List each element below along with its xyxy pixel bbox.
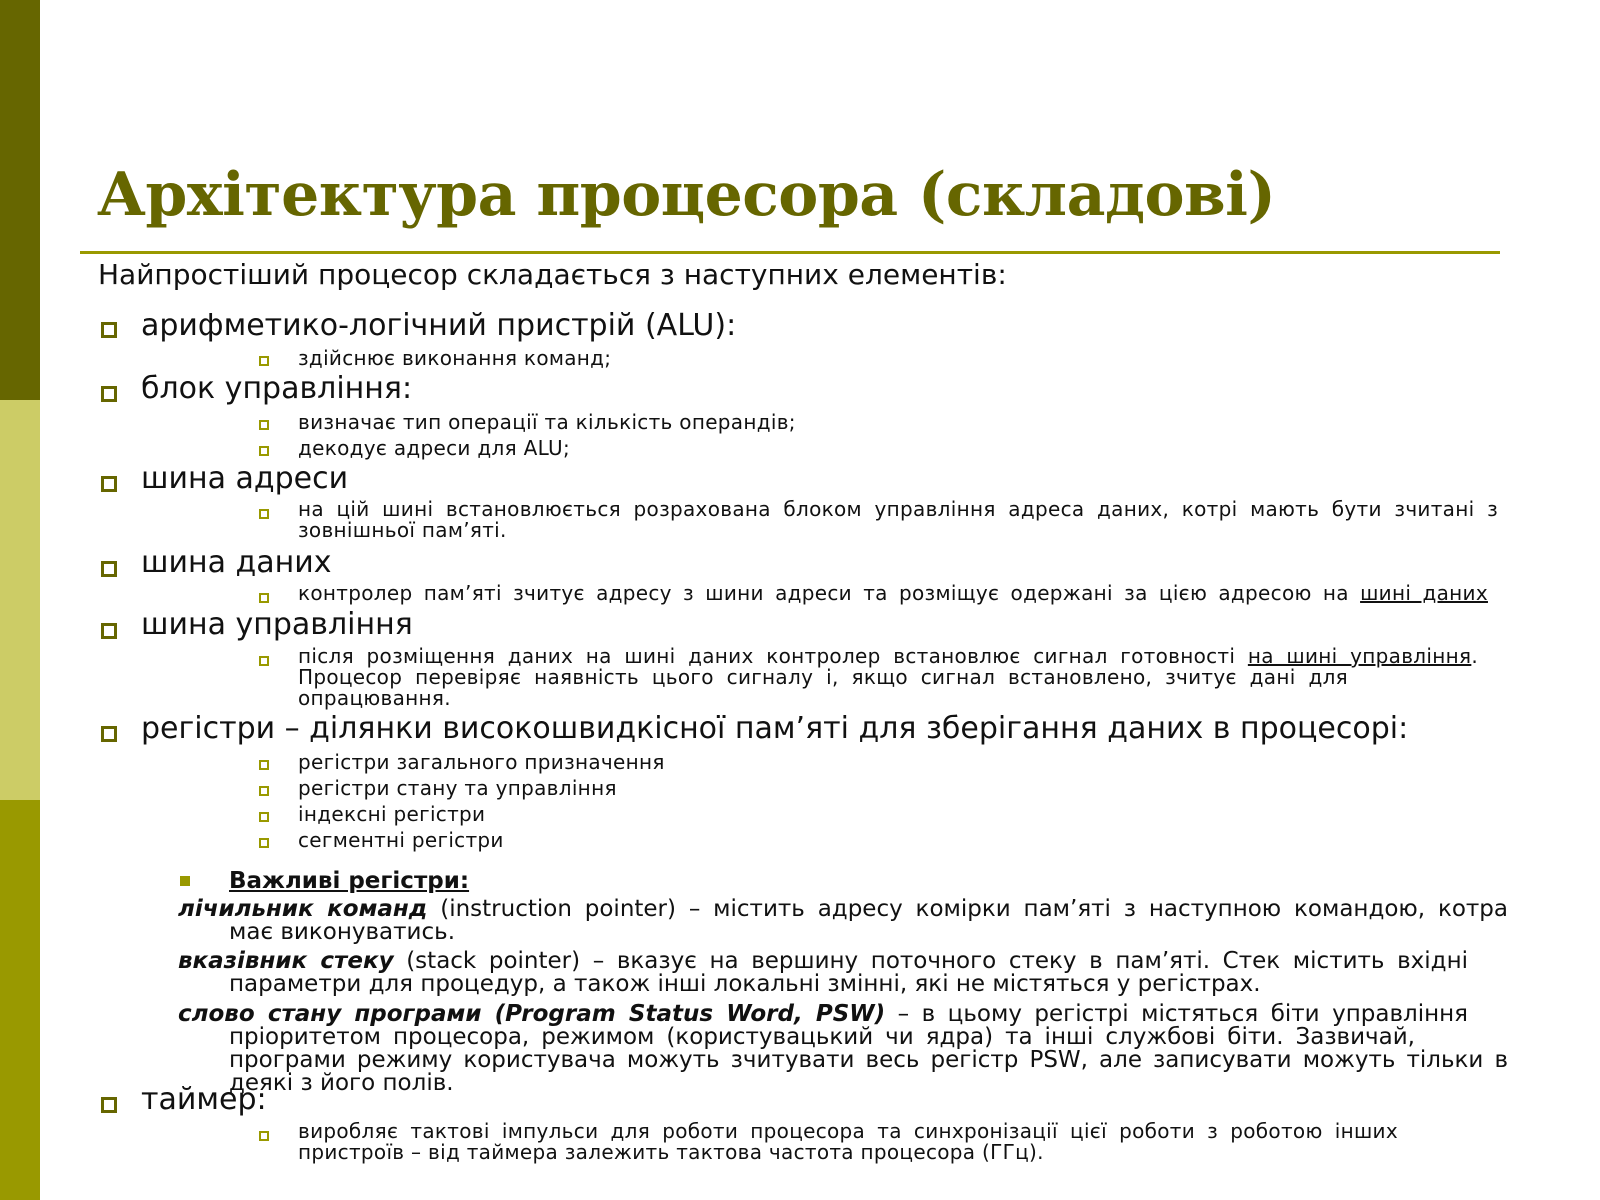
term: лічильник команд [178,896,428,922]
sub-item-data-bus [298,583,1488,604]
filled-bullet-icon [180,876,190,886]
text-line [178,1003,1468,1026]
text-line [298,583,1488,604]
text-line: опрацювання. [298,686,451,710]
text-part: після розміщення даних на шині даних контролер встановлює сигнал готовності [298,644,1236,668]
important-registers-heading: Важливі регістри: [229,868,470,894]
sub-item: індексні регістри [298,802,486,826]
sub-bullet-icon [259,838,269,848]
text-part: (stack pointer) – вказує на вершину поточного стеку в пам’яті. Стек містить вхідні [393,948,1468,974]
bullet-square-icon [101,322,117,338]
text-line [298,646,1478,667]
register-psw [178,1003,1508,1095]
register-sp [178,950,1468,996]
sub-item: регістри стану та управління [298,776,617,800]
text-line [178,898,1508,921]
item-data-bus: шина даних [141,545,332,580]
slide-title: Архітектура процесора (складові) [97,160,1276,230]
sub-bullet-icon [259,356,269,366]
sub-bullet-icon [259,812,269,822]
bullet-square-icon [101,561,117,577]
text-part: контролер пам’яті зчитує адресу з шини адреси та розміщує одержані за цією адресою на [298,581,1349,605]
term: слово стану програми (Program Status Word, PSW) [178,1001,886,1027]
register-ip [178,898,1508,944]
term: вказівник стеку [178,948,394,974]
text-line: має виконуватись. [229,919,456,945]
left-band-mid [0,800,40,1200]
sub-item-address-bus [298,499,1498,541]
bullet-square-icon [101,476,117,492]
text-line: на цій шині встановлюється розрахована блоком управління адреса даних, котрі мають бути зчитані з [298,497,1498,521]
sub-bullet-icon [259,593,269,603]
text-part: . [1471,644,1478,668]
text-line: параметри для процедур, а також інші локальні змінні, які не містяться у регістрах. [229,971,1261,997]
text-line [178,950,1468,973]
left-band-light [0,400,40,800]
intro-text: Найпростіший процесор складається з наступних елементів: [98,258,1007,291]
title-underline [80,251,1500,254]
sub-item: декодує адреси для ALU; [298,436,570,460]
sub-item: сегментні регістри [298,828,504,852]
left-band-dark [0,0,40,400]
text-line: Процесор перевіряє наявність цього сигналу і, якщо сигнал встановлено, зчитує дані для [298,665,1348,689]
sub-item: визначає тип операції та кількість операндів; [298,410,796,434]
sub-item-timer [298,1121,1398,1163]
text-line: деякі з його полів. [229,1070,454,1096]
item-registers: регістри – ділянки високошвидкісної пам’яті для зберігання даних в процесорі: [141,711,1409,746]
sub-bullet-icon [259,786,269,796]
item-timer: таймер: [141,1082,267,1117]
text-part: (instruction pointer) – містить адресу комірки пам’яті з наступною командою, котра [427,896,1508,922]
bullet-square-icon [101,726,117,742]
text-line: зовнішньої пам’яті. [298,518,507,542]
sub-bullet-icon [259,509,269,519]
link-data-bus[interactable]: шині даних [1360,581,1488,605]
link-control-bus[interactable]: на шині управління [1247,644,1472,668]
item-control-bus: шина управління [141,607,413,642]
bullet-square-icon [101,386,117,402]
sub-item-control-bus [298,646,1478,709]
item-control-unit: блок управління: [141,371,413,406]
sub-bullet-icon [259,1131,269,1141]
bullet-square-icon [101,1097,117,1113]
sub-bullet-icon [259,656,269,666]
bullet-square-icon [101,623,117,639]
text-line: пріоритетом процесора, режимом (користувацький чи ядра) та інші службові біти. Зазвичай, [229,1024,1415,1050]
sub-bullet-icon [259,760,269,770]
text-part: – в цьому регістрі містяться біти управління [885,1001,1469,1027]
sub-bullet-icon [259,446,269,456]
text-line: пристроїв – від таймера залежить тактова частота процесора (ГГц). [298,1140,1044,1164]
sub-item: регістри загального призначення [298,750,665,774]
item-alu: арифметико-логічний пристрій (ALU): [141,308,737,343]
sub-item: здійснює виконання команд; [298,346,612,370]
sub-bullet-icon [259,420,269,430]
item-address-bus: шина адреси [141,461,349,496]
text-line: програми режиму користувача можуть зчитувати весь регістр PSW, але записувати можуть тільки в [229,1047,1508,1073]
text-line: виробляє тактові імпульси для роботи процесора та синхронізації цієї роботи з роботою інших [298,1119,1398,1143]
